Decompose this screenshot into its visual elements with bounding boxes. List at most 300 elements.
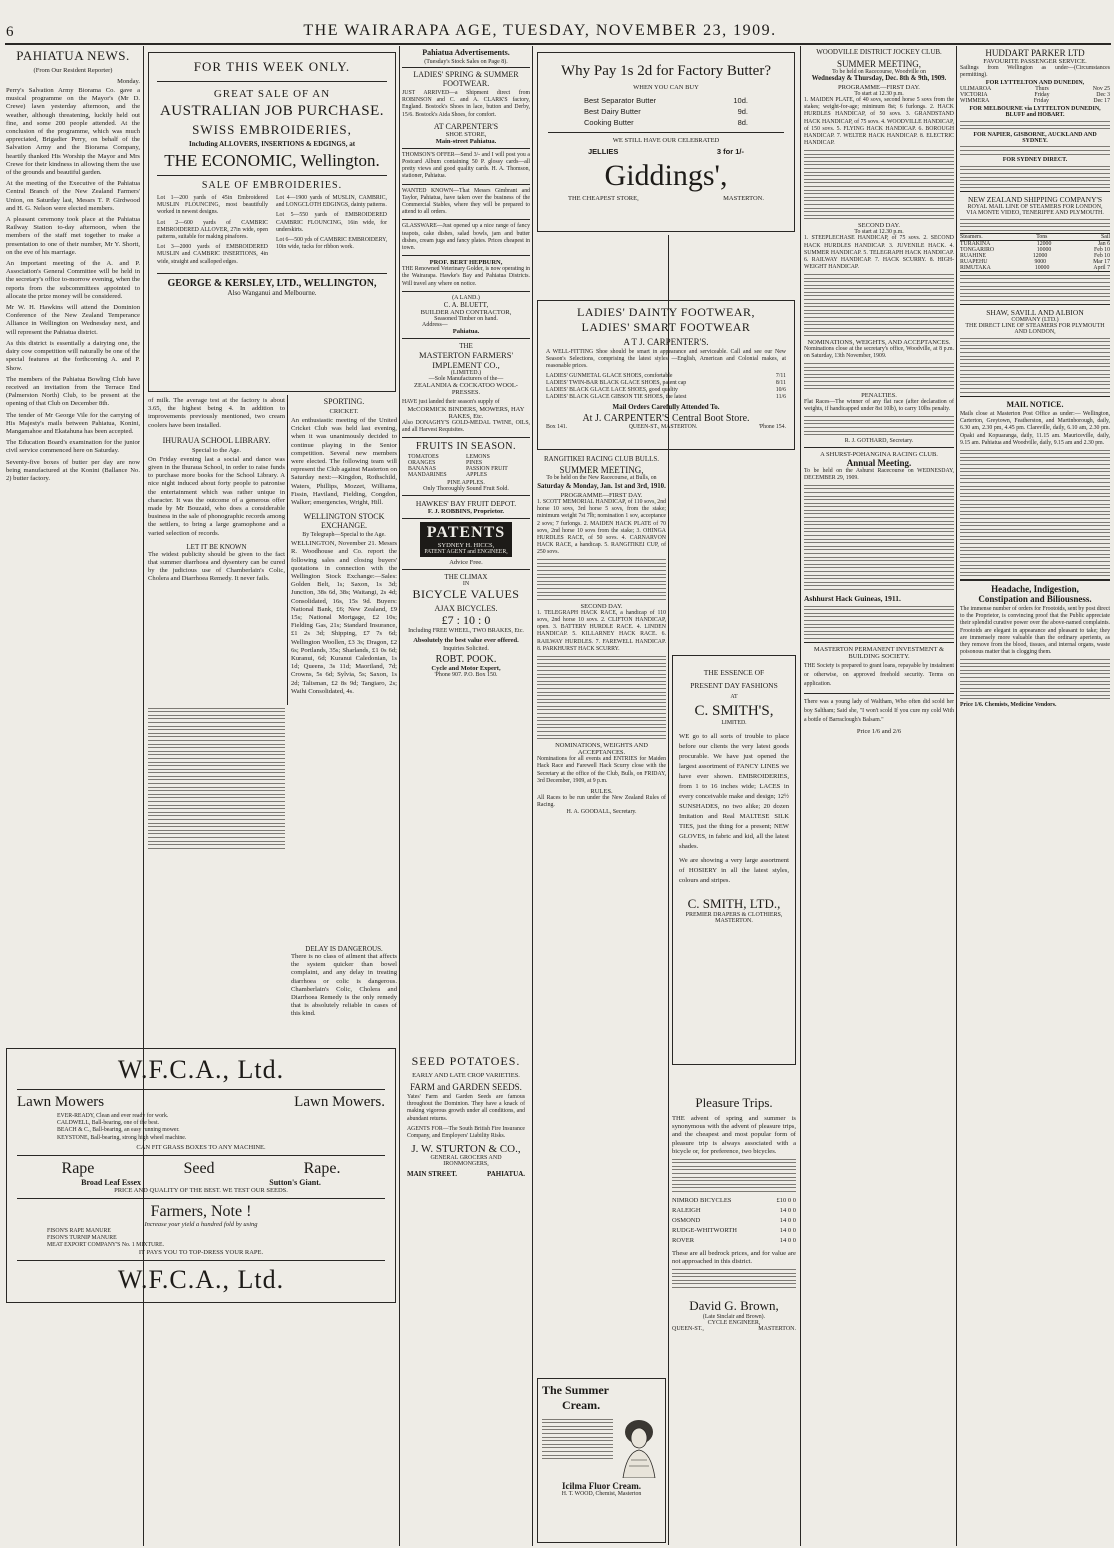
manure-item: MEAT EXPORT COMPANY'S No. 1 MIXTURE.	[47, 1242, 165, 1249]
shoe-name: LADIES' GUNMETAL GLACE SHOES, comfortable	[546, 372, 673, 379]
carpenter-footwear-advert	[537, 300, 795, 450]
col3	[291, 397, 397, 703]
lyttelton: FOR LYTTELTON AND DUNEDIN,	[985, 79, 1085, 87]
butter-price: 9d.	[737, 107, 748, 116]
smiths: C. SMITH'S,	[694, 703, 774, 719]
summer-cream-b: Cream.	[562, 1398, 601, 1412]
rangitikei-races: 1. SCOTT MEMORIAL HANDICAP, of 110 sovs, 2nd horse 10 sovs, 3rd horse 5 sovs, from the stake; minimum weight 7st 7lb; nomination 1 sov, acceptance 2 sovs; 7 furlongs. 2. MAIDEN HACK PLATE of 70 sovs, 2nd horse 10 sovs from the stake; 3. OHINGA HURDLES RACE, of 50 sovs. 4. CARNARVON HACK RACE, a handicap. 5. RANGITIKEI CUP, of 250 sovs.	[537, 499, 666, 556]
ship-day: Friday	[1033, 98, 1049, 105]
carpenters-c: Main-street Pahiatua.	[435, 137, 497, 145]
lot-item: Lot 5—550 yards of EMBROIDERED CAMBRIC FLOUNCING, 16in wide, for underskirts.	[276, 212, 387, 233]
kersley-footer-sub: Also Wanganui and Melbourne.	[227, 288, 317, 297]
butter-row	[584, 117, 748, 128]
when-you-can-buy: WHEN YOU CAN BUY	[633, 84, 699, 91]
pleasure-body: THE advent of spring and summer is synonymous with the advent of pleasure trips, and the cheapest and most popular form of pleasure trip is always associated with a bicycle or, for preference, two bicycles.	[672, 1115, 796, 1155]
sturton: J. W. STURTON & CO.,	[411, 1143, 521, 1156]
david-brown: David G. Brown,	[689, 1297, 779, 1313]
huddart-heading: HUDDART PARKER LTD	[985, 48, 1085, 58]
col3-continued	[291, 705, 397, 1045]
have-landed: HAVE just landed their season's supply of	[402, 398, 500, 405]
page-number: 6	[6, 24, 14, 40]
bicycle-values: BICYCLE VALUES	[412, 587, 520, 602]
farmers-implement-b: IMPLEMENT CO.,	[432, 359, 500, 370]
text-lines	[804, 485, 954, 590]
woodville-dates: Wednesday & Thursday, Dec. 8th & 9th, 1909.	[811, 75, 947, 82]
society-body: THE Society is prepared to grant loans, repayable by instalment or otherwise, on approved freehold security. Terms on application.	[804, 662, 954, 687]
bike-price: 14 0 0	[779, 1206, 796, 1214]
gothard: R. J. GOTHARD, Secretary.	[844, 437, 914, 444]
rangitikei-racing	[537, 455, 666, 1105]
news-paragraph: At the meeting of the Executive of the Pahiatua Central Branch of the New Zealand Farmers' Union, on Saturday last, Messrs T. P. Girdwood and H. G. Nelson were elected members.	[6, 180, 140, 212]
bike-name: RALEIGH	[672, 1206, 701, 1214]
news-paragraph: Seventy-five boxes of butter per day are now being manufactured at the Konini (Ballance No. 2) butter factory.	[6, 458, 140, 482]
text-lines	[960, 219, 1110, 231]
fruit-item: PASSION FRUIT	[466, 466, 508, 473]
delay-heading: DELAY IS DANGEROUS.	[305, 945, 383, 953]
wanted-known: WANTED KNOWN—That Messrs Gimbrant and Taylor, Pahiatua, have taken over the business of the Commercial Stables, where they will be prepared to attend to all orders.	[402, 187, 530, 216]
broad-leaf: Broad Leaf Essex	[81, 1177, 141, 1187]
rangitikei-nom-body: Nominations for all events and ENTRIES for Maiden Hack Race and Farewell Hack Scurry close with the Secretary at the office of the Club, Bulls, on FRIDAY, 3rd December, 1909, at 9 p.m.	[537, 756, 666, 784]
ship-name: WIMMERA	[960, 98, 990, 105]
mail-notice: MAIL NOTICE.	[1006, 400, 1064, 410]
shoe-name: LADIES' TWIN-BAR BLACK GLACE SHOES, patent cap	[546, 379, 687, 386]
news-subheading: (From Our Resident Reporter)	[33, 67, 113, 74]
column-rule	[143, 46, 144, 1546]
shoe-price: 7/11	[775, 372, 786, 379]
bike-price: 14 0 0	[779, 1226, 796, 1234]
grocers: GENERAL GROCERS AND IRONMONGERS,	[430, 1155, 502, 1168]
sailing-row	[960, 98, 1110, 104]
waltham-verse: There was a young lady of Waltham, Who often did scold her boy Saltham; Said she, "I won't scold If you cure my cold With a bottle of Barraclough's Balsam."	[804, 698, 954, 723]
news-paragraph: Perry's Salvation Army Biorama Co. gave a musical programme on the Mayor's (Mr D. Crewe) lawn yesterday afternoon, and the weather, although threatening, luckily held out fine, and some 200 people attended. At the conclusion of the programme, which was much appreciated, Brigadier Perry, on behalf of the Salvation Army and the Biorama Company, heartily thanked His Worship the Mayor and Mrs Crewe for their kindness in allowing them the use of the grounds and beautiful garden.	[6, 87, 140, 177]
land: (A LAND.)	[452, 294, 480, 301]
at-carpenters: A T J. CARPENTER'S.	[623, 337, 709, 347]
column-rule	[800, 46, 801, 1546]
cycle-expert: Cycle and Motor Expert,	[431, 665, 501, 673]
text-lines	[542, 1416, 613, 1478]
ship-name: ULIMAROA	[960, 86, 992, 93]
smith-hosiery: We are showing a very large assortment of HOSIERY in all the latest styles, colours and stripes.	[679, 857, 789, 884]
carpenters-a: AT CARPENTER'S	[433, 121, 499, 131]
penalties: PENALTIES.	[861, 392, 897, 400]
sporting-heading: SPORTING.	[323, 397, 365, 406]
news-paragraph: An important meeting of the A. and P. Association's General Committee will be held in the secretary's office to-morrow evening, when the reports from the subcommittees appointed to allocate the prize money will be considered.	[6, 260, 140, 300]
steamer-col: Sail	[1100, 234, 1110, 241]
text-lines	[537, 559, 666, 600]
adv-heading: Pahiatua Advertisements.	[422, 48, 510, 57]
steamer-name: TONGARIRO	[960, 247, 995, 254]
the-label: THE	[459, 341, 473, 350]
text-lines	[960, 450, 1110, 577]
jellies-price: 3 for 1/-	[716, 147, 744, 156]
permanent-society: MASTERTON PERMANENT INVESTMENT & BUILDING SOCIETY.	[813, 645, 945, 660]
rangitikei-nominations: NOMINATIONS, WEIGHTS AND ACCEPTANCES.	[555, 742, 648, 757]
bike-row	[672, 1206, 796, 1216]
zealandia: ZEALANDIA & COCKATOO WOOL-PRESSES.	[414, 381, 518, 396]
text-lines	[804, 274, 954, 336]
fruits-heading: FRUITS IN SEASON.	[416, 441, 516, 453]
butter-row	[584, 106, 748, 117]
hepburn-body: THE Renowned Veterinary Golder, is now operating in the Wairarapa. Hawke's Bay and Pahiatua Districts. Will travel any where on notice.	[402, 266, 530, 287]
patents-block	[420, 522, 512, 557]
bike-price: £10 0 0	[776, 1196, 796, 1204]
address-label: Address—	[422, 321, 448, 328]
brown-queen-st: QUEEN-ST.,	[672, 1325, 704, 1332]
crop-varieties: EARLY AND LATE CROP VARIETIES.	[412, 1072, 520, 1079]
annual-body: To be held on the Ashurst Racecourse on WEDNESDAY, DECEMBER 29, 1909.	[804, 467, 954, 481]
nz-shipping-c: VIA MONTE VIDEO, TENERIFFE AND PLYMOUTH.	[966, 210, 1104, 217]
goodall: H. A. GOODALL, Secretary.	[566, 809, 637, 816]
pine-apples: PINE APPLES.	[447, 480, 485, 487]
agents-for: AGENTS FOR—The South British Fire Insurance Company, and Employers' Liability Risks.	[407, 1125, 525, 1140]
sale-of-embroideries: SALE OF EMBROIDERIES.	[201, 180, 343, 191]
ihuraua-sub: Special to the Age.	[191, 446, 242, 454]
shaw-b: COMPANY (LTD.)	[1011, 317, 1059, 324]
patent-agent: PATENT AGENT and ENGINEER,	[424, 549, 508, 556]
rape-b: Seed	[183, 1159, 215, 1177]
yates-seeds: Yates' Farm and Garden Seeds are famous throughout the Dominion. They have a knack of making vigorous growth under all conditions, and abundant returns.	[407, 1094, 525, 1122]
brown-masterton: MASTERTON.	[758, 1325, 796, 1332]
text-lines	[804, 150, 954, 219]
column-rule	[399, 46, 400, 1546]
bike-row	[672, 1236, 796, 1246]
seed-potatoes: SEED POTATOES.	[411, 1054, 521, 1068]
ladies-footwear-heading: LADIES' SPRING & SUMMER FOOTWEAR.	[413, 70, 519, 88]
hawkes-bay: HAWKES' BAY FRUIT DEPOT.	[415, 499, 517, 509]
fruit-item: ORANGES	[408, 460, 436, 467]
steamer-tons: 9000	[1034, 259, 1047, 266]
sound-fruit: Only Thoroughly Sound Fruit Sold.	[423, 486, 509, 493]
text-lines	[804, 416, 954, 435]
still-have: WE STILL HAVE OUR CELEBRATED	[612, 137, 720, 144]
lady-portrait-icon	[617, 1416, 661, 1478]
favourite-service: FAVOURITE PASSENGER SERVICE.	[983, 58, 1087, 65]
farmers-note: Farmers, Note !	[150, 1202, 252, 1220]
smith-at: AT	[730, 694, 738, 700]
great-sale: GREAT SALE OF AN	[213, 88, 331, 100]
mower-item: BEACH & C., Ball-bearing, an easy running mower.	[57, 1127, 180, 1134]
robt-pook: ROBT. POOK.	[435, 654, 497, 666]
steamer-tons: 10000	[1036, 247, 1052, 254]
steamer-col: Tons	[1036, 234, 1048, 241]
rape-c: Rape.	[303, 1159, 341, 1177]
queen-st: QUEEN-ST., MASTERTON.	[628, 424, 698, 431]
shoe-price: 8/11	[775, 379, 786, 386]
text-lines	[804, 363, 954, 389]
mail-body: Mails close at Masterton Post Office as under:— Wellington, Carterton, Greytown, Featherston, and Martinborough, daily, 6.30 am, 2.30 pm, 4.45 pm. Clareville, daily, 6.10 am, 2.30 pm. Opaki and Kopuaranga, daily, 11.15 am. Mauriceville, daily, 9.15 am. Pahiatua and Woodville, daily, 9.15 am and 2.30 pm.	[960, 411, 1110, 446]
steamer-name: RUAPEHU	[960, 259, 988, 266]
present-day: PRESENT DAY FASHIONS	[690, 681, 778, 690]
bluett: C. A. BLUETT,	[443, 300, 489, 309]
stock-heading: WELLINGTON STOCK EXCHANGE.	[303, 512, 385, 531]
shoe-price: 11/6	[775, 394, 786, 401]
steamer-col: Steamers.	[960, 234, 983, 241]
thomson-offer: THOMSON'S OFFER—Send 3/- and I will post you a Postcard Album containing 50 P. glossy cards—all pretty views and good quality cards. H. A. Thomson, stationer, Pahiatua.	[402, 151, 530, 180]
penalties-body: Flat Races—The winner of any flat race (after declaration of weights, if handicapped under 8st 10lb), to carry 10lbs penalty.	[804, 399, 954, 413]
shoe-row	[546, 387, 786, 394]
swiss-embroideries: SWISS EMBROIDERIES,	[192, 122, 352, 137]
bike-price: 14 0 0	[779, 1216, 796, 1224]
sydney-direct: FOR SYDNEY DIRECT.	[1002, 157, 1068, 164]
inquiries: Inquiries Solicited.	[443, 646, 489, 653]
smith-ltd: C. SMITH, LTD.,	[687, 896, 781, 911]
summer-cream-a: The Summer	[542, 1383, 609, 1397]
cricket-body: An enthusiastic meeting of the United Cricket Club was held last evening, when it was unanimously decided to continue playing in the Senior competition. Several new members were elected. The following team will represent the Club against Masterton on Saturday next:—Kingdon, Rothschild, Waters, Phillips, Mozzet, Williams, Fissin, Haviland, Fielding, Congdon, Walker; emergencies, Wright, Hill.	[291, 417, 397, 507]
carpenters-b: SHOE STORE,	[445, 130, 487, 138]
sutton-giant: Sutton's Giant.	[269, 1177, 321, 1187]
icilma-name: Icilma Fluor Cream.	[562, 1481, 641, 1491]
grass-boxes: CAN FIT GRASS BOXES TO ANY MACHINE.	[136, 1143, 266, 1151]
steamer-row	[960, 265, 1110, 271]
lot-item: Lot 1—200 yards of 45in Embroidered MUSLIN FLOUNCING, most beautifully worked in newest designs.	[157, 195, 268, 216]
let-body: The widest publicity should be given to the fact that summer diarrhoea and dysentery can be cured by the judicious use of Chamberlain's Colic, Cholera and Diarrhoea Remedy. It never fails.	[148, 550, 285, 583]
butter-row	[584, 95, 748, 106]
woodville-summer: SUMMER MEETING,	[836, 59, 921, 69]
fruit-item: APPLES	[466, 472, 487, 479]
woodville-nom-body: Nominations close at the secretary's office, Woodville, at 8 p.m. on Saturday, 13th November, 1909.	[804, 346, 954, 360]
ashurst-hack: Ashhurst Hack Guineas, 1911.	[804, 593, 901, 603]
news-dateline: Monday.	[117, 78, 140, 85]
ship-day: Thurs	[1035, 86, 1049, 93]
stock-body: WELLINGTON, November 21. Messrs R. Woodhouse and Co. report the following sales and closing buyers' quotations in connection with the Wellington Stock Exchange:—Sales: Golden Belt, 1s; Saxon, 1s 3d; Junction, 38s 6d, 38s; Waitangi, 2s 4d; Consolidated, 16s, 15s 9d. Buyers: National Bank, £6; New Zealand, £9 15s; National Mortgage, £2 10s; Fielding Gas, 21s; Standard Insurance, £1 2s 3d; Shipping, £7 7s 6d; Wellington Woollen, £3 3s; Dragon, £2 6s; Portlands, 35s; Sharlands, £1 0s 6d; Kuranui, 6d; Kuranui Caledonian, 1s 1d; Queens, 3s 11d; Maoriland, 7d; Crowns, 5s 6d; Sylvia, 5s; Saxon, 1s 2d; Talisman, £2 8s 9d; Tangiaro, 2s; Waihi Consolidated, 4s.	[291, 540, 397, 695]
woodville-held: To be held on Racecourse, Woodville on	[832, 69, 926, 75]
text-lines	[960, 659, 1110, 700]
ship-day: Friday	[1034, 92, 1050, 99]
woodville-races: 1. MAIDEN PLATE, of 40 sovs, second horse 5 sovs from the stakes; weight-for-age; minimum 8st; 6 furlongs. 2. HACK HURDLES HANDICAP, of 50 sovs. 3. GRANDSTAND HACK HANDICAP, of 75 sovs. 4. WOODVILLE HANDICAP, of 150 sovs. 5. FLYING HACK HANDICAP. 6. BOROUGH HANDICAP. 7. WELTER HACK HANDICAP. 8. ELECTRIC HANDICAP.	[804, 97, 954, 147]
bike-row	[672, 1216, 796, 1226]
cricket-heading: CRICKET.	[329, 408, 359, 415]
bike-price: 14 0 0	[779, 1236, 796, 1244]
woodville-start: To start at 12.30 p.m.	[854, 91, 904, 97]
bicycle-price: £7 : 10 : 0	[441, 613, 491, 628]
builder: BUILDER AND CONTRACTOR,	[420, 308, 512, 316]
cycle-engineer: CYCLE ENGINEER,	[707, 1319, 761, 1326]
annual-meeting: Annual Meeting.	[846, 457, 912, 468]
advice-free: Advice Free.	[449, 559, 483, 567]
news-paragraph: A pleasant ceremony took place at the Pahiatua Railway Station to-day afternoon, when the members of the staff met together to make a presentation to one of their number, Mr Y. Shortt, on the eve of his marriage.	[6, 216, 140, 256]
rules-body: All Races to be run under the New Zealand Rules of Racing.	[537, 795, 666, 809]
carpenter-body: A WELL-FITTING Shoe should be smart in appearance and serviceable. Call and see our New Season's Selections, comprising the latest styles —English, American and Colonial makes, at reasonable prices.	[546, 349, 786, 370]
including: Including ALLOVERS, INSERTIONS & EDGINGS, at	[188, 140, 356, 148]
smith-body: WE go to all sorts of trouble to place before our clients the very latest goods procurable. We have just opened the largest assortment of FANCY LINES we have ever shown. EMBROIDERIES, from 1 to 16 inches wide; LACES in every conceivable make and design; 12½ SUNSHADES, no two alike; 20 dozen Imitation and Real MALTESE SILK TIES, just the thing for a present; NEW GLOVES, in fabric and kid, all the latest shades.	[679, 733, 789, 850]
news-paragraph: As this district is essentially a dairying one, the dairy cow competition will naturally be one of the special features at the forthcoming A. and P. Show.	[6, 339, 140, 372]
mower-item: EVER-READY, Clean and ever ready for work.	[57, 1113, 169, 1119]
brown-sub: (Late Sinclair and Brown).	[702, 1313, 766, 1320]
smith-masterton: MASTERTON.	[715, 918, 753, 924]
rangitikei-second: SECOND DAY.	[580, 602, 623, 610]
price-quality: PRICE AND QUALITY OF THE BEST. WE TEST OUR SEEDS.	[114, 1186, 288, 1194]
ihuraua-body: On Friday evening last a social and dance was given in the Ihuraua School, in order to raise funds to purchase more books for the School Library. A nice night induced about forty people to patronise the entertainment which was rather unique in character. It was the outcome of a generous offer made by Mr Bouzaid, who does a considerable business in the sale of phonographic records among the settlers, to bring a large gramophone and a varied selection of records.	[148, 455, 285, 537]
pleasure-trips-advert	[672, 1095, 796, 1540]
lawn-mowers-a: Lawn Mowers	[17, 1094, 105, 1110]
pook-phone: 'Phone 907. P.O. Box 150.	[434, 672, 498, 679]
wfca-footer: W.F.C.A., Ltd.	[117, 1265, 285, 1295]
rangitikei-second-body: 1. TELEGRAPH HACK RACE, a handicap of 110 sovs, 2nd horse 10 sovs. 2. CLIFTON HANDICAP, open. 3. BATTERY HURDLE RACE. 4. LINDEN HANDICAP. 5. KILLARNEY HACK RACE. 6. RAILWAY HURDLES. 7. FAREWELL HANDICAP. 8. PARKHURST HACK SCURRY.	[537, 609, 666, 652]
dainty-footwear: LADIES' DAINTY FOOTWEAR,	[576, 305, 756, 319]
news-paragraph: The Education Board's examination for the junior civil service commenced here on Saturday.	[6, 439, 140, 455]
napier: FOR NAPIER, GISBORNE, AUCKLAND AND SYDNEY.	[973, 131, 1097, 144]
col2-lower	[148, 397, 285, 703]
patents-title: PATENTS	[426, 524, 506, 542]
ajax-bicycles: AJAX BICYCLES.	[434, 604, 498, 614]
lot-item: Lot 6—500 yds of CAMBRIC EMBROIDERY, 10in wide, tucks for ribbon work.	[276, 237, 388, 251]
mower-item: KEYSTONE, Ball-bearing, strong high wheel machine.	[57, 1134, 187, 1141]
woodville-second: SECOND DAY.	[858, 222, 900, 230]
best-value: Absolutely the best value ever offered.	[413, 637, 519, 645]
lawn-mowers-b: Lawn Mowers.	[294, 1094, 385, 1110]
steamer-sail: April 7	[1093, 265, 1110, 272]
nz-shipping-b: ROYAL MAIL LINE OF STEAMERS FOR LONDON,	[967, 204, 1103, 211]
ship-date: Dec 17	[1093, 98, 1110, 105]
shoe-price: 10/6	[775, 387, 786, 394]
bikes-note: These are all bedrock prices, and for value are not approached in this district.	[672, 1249, 796, 1266]
text-lines	[960, 275, 1110, 301]
economic-advert	[148, 52, 396, 392]
ihuraua-heading: IHURAUA SCHOOL LIBRARY.	[162, 435, 271, 445]
essence-of: THE ESSENCE OF	[703, 668, 765, 677]
smith-limited: LIMITED.	[721, 720, 747, 726]
free-wheel: Including FREE WHEEL, TWO BRAKES, Etc.	[408, 628, 524, 635]
steamer-sail: Feb 10	[1094, 253, 1110, 260]
seed-potatoes-advert	[402, 1050, 530, 1300]
bike-name: RUDGE-WHITWORTH	[672, 1226, 737, 1234]
steamer-name: RIMUTAKA	[960, 265, 991, 272]
text-lines	[960, 166, 1110, 189]
woodville-heading: WOODVILLE DISTRICT JOCKEY CLUB.	[816, 48, 942, 56]
rangitikei-heading: RANGITIKEI RACING CLUB BULLS.	[543, 455, 660, 463]
donaghy: Also DONAGHY'S GOLD-MEDAL TWINE, OILS, and all Harvest Requisites.	[402, 420, 530, 434]
shoe-row	[546, 380, 786, 387]
woodville-second-start: To start at 12.30 p.m.	[854, 229, 904, 236]
nz-shipping-a: NEW ZEALAND SHIPPING COMPANY'S	[967, 195, 1103, 205]
column-rule	[287, 395, 288, 705]
main-street: MAIN STREET.	[407, 1170, 458, 1179]
bike-name: ROVER	[672, 1236, 695, 1244]
for-this-week: FOR THIS WEEK ONLY.	[193, 59, 351, 74]
ship-name: VICTORIA	[960, 92, 988, 99]
headache-a: Headache, Indigestion,	[991, 583, 1079, 594]
rangitikei-held: To be held on the New Racecourse, at Bulls, on	[546, 475, 657, 481]
sailings: Sailings from Wellington as under—(Circumstances permitting).	[960, 65, 1110, 79]
manure-item: FISON'S TURNIP MANURE	[47, 1235, 117, 1242]
ladies-footwear-body: JUST ARRIVED—a Shipment direct from ROBINSON and C. and A. CLARK'S factory, England. Bostock's Shoes in lace, button and Derby, 15/6. Bostock's Aida Shoes, for comfort.	[402, 90, 530, 118]
text-lines	[672, 1269, 796, 1288]
bike-row	[672, 1196, 796, 1206]
rangitikei-summer: SUMMER MEETING,	[559, 465, 644, 475]
smart-footwear: LADIES' SMART FOOTWEAR	[581, 320, 751, 334]
farm-garden: FARM and GARDEN SEEDS.	[410, 1082, 522, 1092]
ashurst-heading: A SHURST-POHANGINA RACING CLUB.	[820, 450, 938, 458]
woodville-second-body: 1. STEEPLECHASE HANDICAP, of 75 sovs. 2. SECOND HACK HURDLES HANDICAP. 3. JUVENILE HACK. 4. SUMMER HANDICAP. 5. TELEGRAPH HACK HANDICAP. 6. RAILWAY HANDICAP. 7. HACK SCURRY. 8. HIGH-WEIGHT HANDICAP.	[804, 235, 954, 271]
australian-job: AUSTRALIAN JOB PURCHASE.	[159, 103, 385, 119]
woodville-nominations: NOMINATIONS, WEIGHTS, AND ACCEPTANCES.	[807, 339, 951, 346]
pahiatua-news	[6, 48, 140, 1048]
steamer-sail: Jan 6	[1097, 241, 1110, 248]
masthead-rule	[5, 43, 1111, 45]
smith-advert	[672, 655, 796, 1065]
text-lines	[804, 606, 954, 639]
text-lines	[960, 121, 1110, 129]
news-heading: PAHIATUA NEWS.	[16, 48, 130, 63]
delay-body: There is no class of ailment that affects the system quicker than bowel complaint, and any delay in treating diarrhoea or colic is dangerous. Chamberlain's Colic, Cholera and Diarrhoea Remedy is the only remedy that is absolutely reliable in cases of this kind.	[291, 953, 397, 1018]
butter-price: 10d.	[733, 96, 748, 105]
column-rule	[532, 46, 533, 1546]
woodville-programme: PROGRAMME—FIRST DAY.	[838, 84, 920, 91]
steamer-sail: Mar 17	[1093, 259, 1110, 266]
milk-paragraph: of milk. The average test at the factory is about 3.65, the highest being 4. In addition to improvements previously mentioned, two cream coolers have been installed.	[148, 397, 285, 429]
increase-yield: Increase your yield a hundred fold by using	[144, 1220, 258, 1228]
text-lines	[960, 146, 1110, 154]
seasoned-timber: Seasoned Timber on hand.	[434, 315, 498, 322]
kersley-footer: GEORGE & KERSLEY, LTD., WELLINGTON,	[167, 277, 377, 289]
frootoids-price: Price 1/6. Chemists, Medicine Vendors.	[960, 702, 1057, 709]
robbins: F. J. ROBBINS, Proprietor.	[427, 508, 505, 516]
limited: (LIMITED.)	[450, 369, 482, 376]
col2-continued	[148, 705, 285, 1045]
butter-name: Cooking Butter	[584, 118, 634, 127]
in: IN	[462, 581, 470, 588]
steamer-tons: 12000	[1032, 253, 1048, 260]
economic-store: THE ECONOMIC, Wellington.	[164, 151, 380, 170]
bike-name: NIMROD BICYCLES	[672, 1196, 732, 1204]
masthead-title: THE WAIRARAPA AGE, TUESDAY, NOVEMBER 23, 1909.	[303, 22, 777, 39]
fruit-item: MANDARINES	[408, 472, 447, 479]
balsam-price: Price 1/6 and 2/6	[856, 727, 902, 735]
steamer-tons: 10000	[1034, 265, 1050, 272]
factory-butter: Why Pay 1s 2d for Factory Butter?	[561, 63, 771, 79]
hiccs-name: SYDNEY H. HICCS,	[437, 542, 495, 550]
giddings-advert	[537, 52, 795, 232]
steamer-name: RUAHINE	[960, 253, 987, 260]
hepburn-heading: PROF. BERT HEPBURN,	[429, 259, 503, 267]
mccormick: McCORMICK BINDERS, MOWERS, HAY RAKES, Etc.	[407, 406, 525, 421]
shoe-name: LADIES' BLACK GLACE GIBSON TIE SHOES, the latest	[546, 394, 687, 401]
rangitikei-programme: PROGRAMME—FIRST DAY.	[560, 492, 643, 499]
mail-orders: Mail Orders Carefully Attended To.	[612, 403, 720, 412]
column-rule	[956, 46, 957, 1546]
headache-b: Constipation and Biliousness.	[978, 593, 1092, 604]
text-lines	[960, 338, 1110, 393]
farmers-implement-a: MASTERTON FARMERS'	[419, 349, 513, 360]
steamer-sail: Feb 10	[1094, 247, 1110, 254]
fruit-item: PINES	[466, 460, 483, 467]
carpenter-phone: 'Phone 154.	[758, 424, 786, 431]
mower-item: CALDWELL, Ball-bearing, one of the best.	[57, 1120, 160, 1127]
shoe-name: LADIES' BLACK GLACE LACE SHOES, good quality	[546, 387, 678, 394]
fruit-item: BANANAS	[408, 466, 437, 473]
steamer-tons: 12000	[1036, 241, 1052, 248]
text-lines	[672, 1159, 796, 1192]
shoe-row	[546, 394, 786, 401]
shaw-c: THE DIRECT LINE OF STEAMERS FOR PLYMOUTH AND LONDON,	[965, 323, 1105, 336]
rules: RULES.	[590, 788, 613, 796]
woodville-racing	[804, 48, 954, 1543]
seed-pahiatua: PAHIATUA.	[486, 1170, 525, 1179]
butter-name: Best Dairy Butter	[584, 107, 641, 116]
fruit-item: LEMONS	[466, 454, 490, 461]
shaw-a: SHAW, SAVILL AND ALBION	[986, 308, 1084, 318]
top-dress: IT PAYS YOU TO TOP-DRESS YOUR RAPE.	[138, 1249, 264, 1257]
text-lines	[148, 708, 285, 849]
pleasure-trips: Pleasure Trips.	[695, 1095, 773, 1110]
premier-drapers: PREMIER DRAPERS & CLOTHIERS,	[685, 912, 783, 918]
pahiatua-label: Pahiatua.	[452, 327, 480, 335]
ship-date: Nov 25	[1092, 86, 1110, 93]
lot-item: Lot 3—2000 yards of EMBROIDERED MUSLIN and CAMBRIC INSERTIONS, 4in wide, straight and scalloped edges.	[157, 244, 268, 265]
wfca-advert	[6, 1048, 396, 1303]
bike-name: OSMOND	[672, 1216, 701, 1224]
icilma-chemist: H. T. WOOD, Chemist, Masterton	[561, 1491, 642, 1497]
